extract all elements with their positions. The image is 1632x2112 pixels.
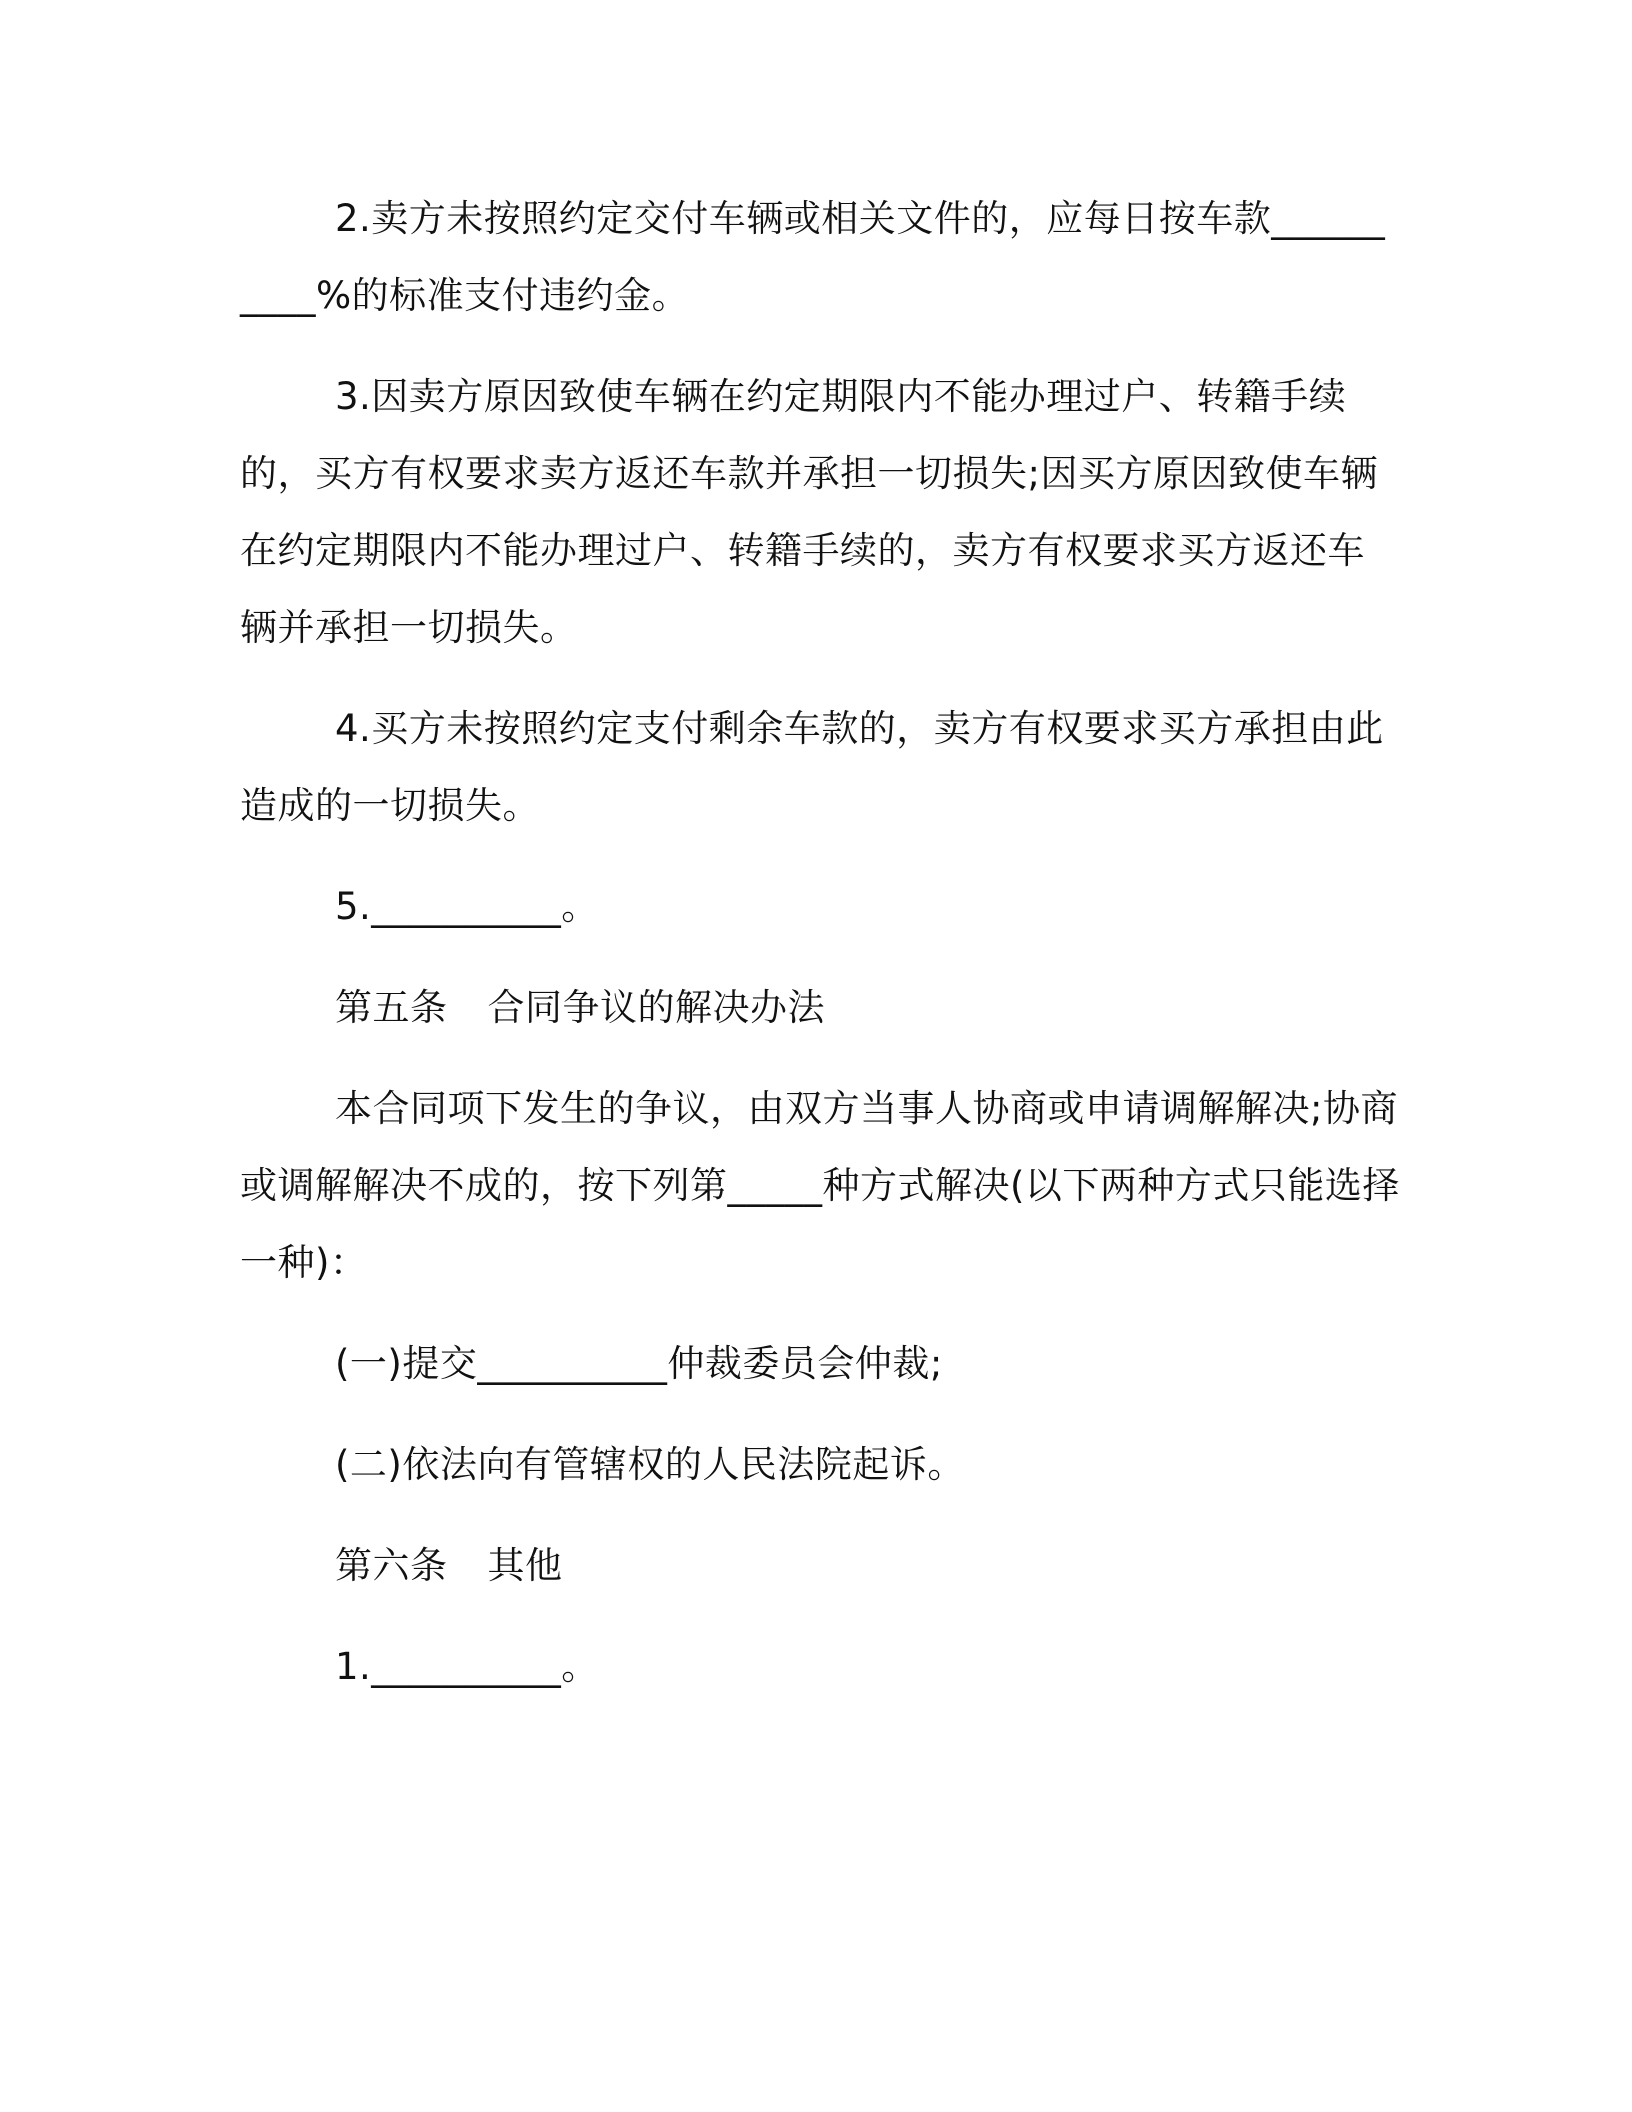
clause-3-paragraph: 3.因卖方原因致使车辆在约定期限内不能办理过户、转籍手续的，买方有权要求卖方返还车款并承担一切损失;因买方原因致使车辆在约定期限内不能办理过户、转籍手续的，卖方有权要求买方返还车辆并承担一切损失。: [240, 375, 1378, 649]
article-5-option-1: (一)提交__________仲裁委员会仲裁;: [335, 1342, 943, 1385]
article-6-title: 其他: [487, 1544, 563, 1587]
article-6-heading: [240, 1527, 1400, 1604]
clause-4-paragraph: 4.买方未按照约定支付剩余车款的，卖方有权要求买方承担由此造成的一切损失。: [240, 707, 1384, 827]
clause-5-paragraph: 5.__________。: [335, 885, 599, 928]
document-body: [240, 180, 1400, 1729]
article-5-body: 本合同项下发生的争议，由双方当事人协商或申请调解解决;协商或调解解决不成的，按下列第_____种方式解决(以下两种方式只能选择一种)：: [240, 1087, 1400, 1284]
article-5-number: 第五条: [335, 986, 448, 1029]
article-6-item-1: 1.__________。: [335, 1645, 599, 1688]
clause-2-paragraph: 2.卖方未按照约定交付车辆或相关文件的，应每日按车款__________%的标准支付违约金。: [240, 197, 1386, 317]
article-5-option-2: (二)依法向有管辖权的人民法院起诉。: [335, 1443, 965, 1486]
article-5-title: 合同争议的解决办法: [487, 986, 825, 1029]
article-5-heading: [240, 969, 1400, 1046]
article-6-number: 第六条: [335, 1544, 448, 1587]
